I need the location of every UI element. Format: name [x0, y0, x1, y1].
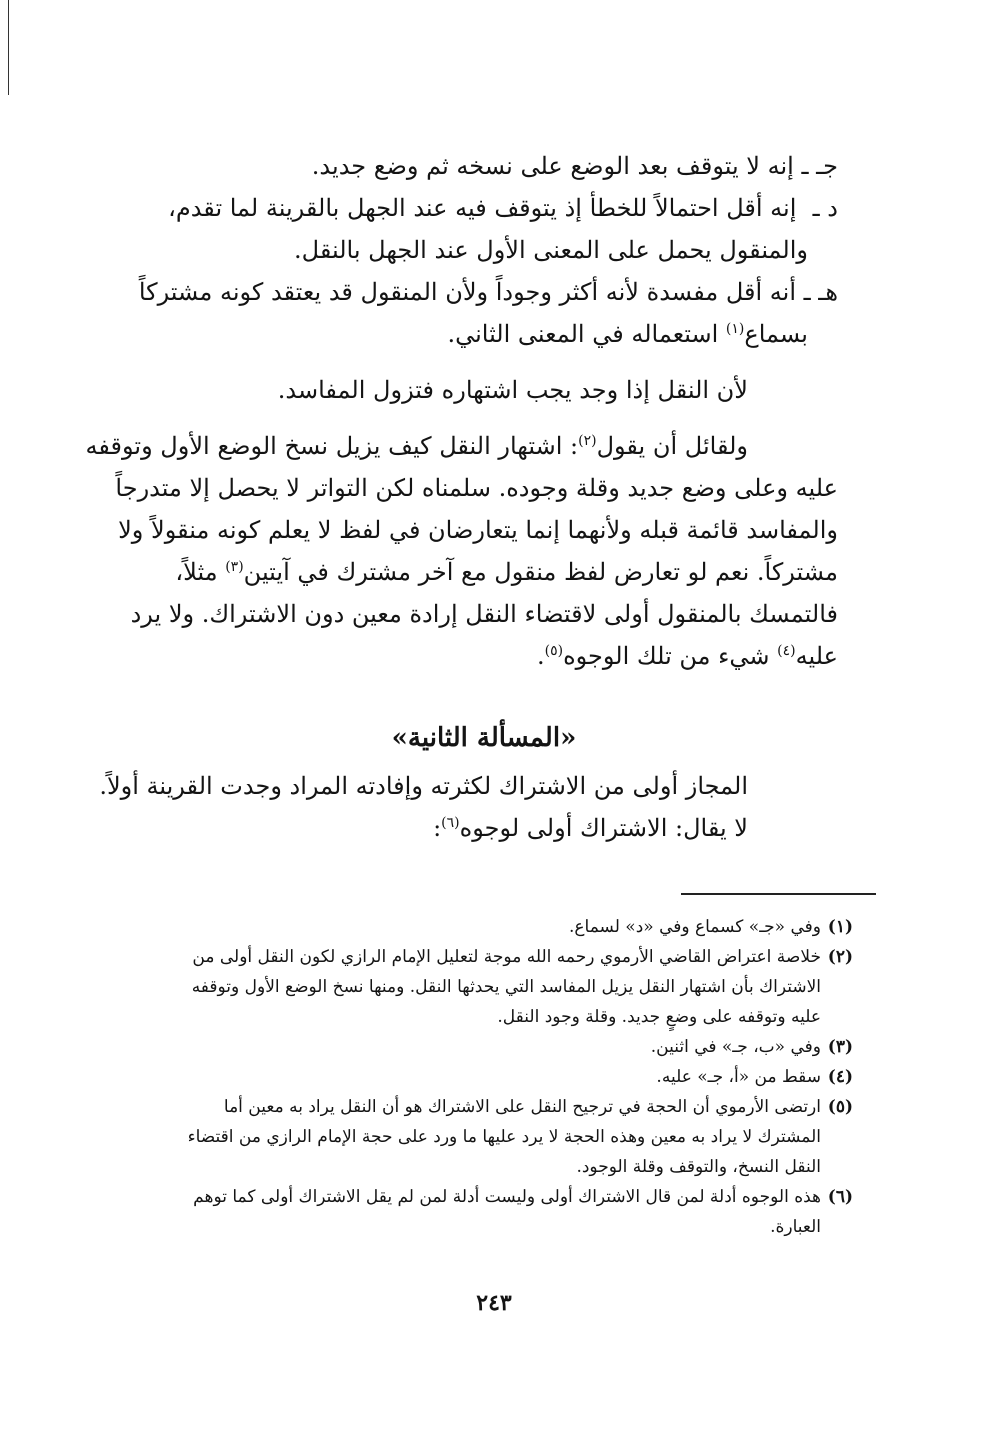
list-item-d — [130, 187, 838, 229]
footnote-number: (٥) — [827, 1097, 853, 1117]
footnote-text: الاشتراك بأن اشتهار النقل يزيل المفاسد التي يحدثها النقل. ومنها نسخ الوضع الأول وتوقفه — [191, 977, 821, 997]
footnote-text: خلاصة اعتراض القاضي الأرموي رحمه الله موجة لتعليل الإمام الرازي لكون النقل أولى من — [192, 947, 821, 967]
item-label-d: د ـ — [812, 194, 838, 222]
footnote-ref-5: (٥) — [544, 643, 564, 659]
text-span: : اشتهار النقل كيف يزيل نسخ الوضع الأول وتوقفه — [85, 432, 579, 460]
footnote-text: المشترك لا يراد به معين وهذه الحجة لا يرد عليها ما ورد على حجة الإمام الرازي من اقتضاء — [187, 1127, 821, 1147]
paragraph-2-line6 — [130, 635, 838, 677]
footnote-ref-2: (٢) — [578, 433, 597, 449]
footnote-ref-6: (٦) — [441, 815, 460, 831]
page-number: ٢٤٣ — [476, 1290, 512, 1316]
text-span: مثلاً، — [175, 558, 226, 586]
text-span: عليه — [795, 642, 838, 670]
footnote-text: عليه وتوقفه على وضعٍ جديد. وقلة وجود النقل. — [497, 1007, 821, 1027]
footnote-ref-1: (١) — [725, 321, 745, 337]
footnote-number: (١) — [827, 917, 853, 937]
item-label-h: هـ ـ — [803, 278, 838, 306]
paragraph-1: لأن النقل إذا وجد يجب اشتهاره فتزول المفاسد. — [277, 376, 748, 404]
paragraph-2-line2: عليه وعلى وضع جديد وقلة وجوده. سلمناه لكن التواتر لا يحصل إلا متدرجاً — [115, 474, 838, 502]
item-text-d-line1: إنه أقل احتمالاً للخطأ إذ يتوقف فيه عند الجهل بالقرينة لما تقدم، — [168, 194, 797, 222]
paragraph-2-line5: فالتمسك بالمنقول أولى لاقتضاء النقل إرادة معين دون الاشتراك. ولا يرد — [130, 600, 838, 628]
footnote-number: (٢) — [827, 947, 853, 967]
footnote-ref-4: (٤) — [777, 643, 796, 659]
footnote-separator — [681, 893, 876, 895]
main-text — [85, 145, 838, 849]
footnote-ref-3: (٣) — [225, 559, 244, 575]
footnote-2 — [130, 942, 853, 972]
text-span: شيء من تلك الوجوه — [563, 642, 778, 670]
section-title: «المسألة الثانية» — [391, 723, 577, 753]
footnote-number: (٦) — [827, 1187, 853, 1207]
footnote-6 — [130, 1182, 853, 1212]
page-edge-line — [8, 0, 9, 95]
list-item-j — [130, 145, 838, 187]
footnote-4 — [130, 1062, 853, 1092]
footnote-5 — [130, 1092, 853, 1122]
footnote-text: وفي «ب، جـ» في اثنين. — [650, 1037, 821, 1057]
item-text-h-line2 — [130, 313, 808, 355]
footnote-text: سقط من «أ، جـ» عليه. — [656, 1067, 821, 1087]
footnote-text: هذه الوجوه أدلة لمن قال الاشتراك أولى وليست أدلة لمن لم يقل الاشتراك أولى كما توهم — [193, 1187, 821, 1207]
text-span: : — [433, 814, 442, 842]
item-label-j: جـ ـ — [801, 152, 838, 180]
item-text-h-line1: أنه أقل مفسدة لأنه أكثر وجوداً ولأن المنقول قد يعتقد كونه مشتركاً — [138, 278, 796, 306]
footnote-text: العبارة. — [770, 1217, 821, 1237]
footnote-number: (٤) — [827, 1067, 853, 1087]
text-span: . — [536, 642, 545, 670]
footnote-text: ارتضى الأرموي أن الحجة في ترجيح النقل على الاشتراك هو أن النقل يراد به معين أما — [223, 1097, 821, 1117]
text-span: بسماع — [744, 320, 808, 348]
text-span: مشتركاً. نعم لو تعارض لفظ منقول مع آخر مشترك في آيتين — [243, 558, 838, 586]
footnote-number: (٣) — [827, 1037, 853, 1057]
footnote-1 — [130, 912, 853, 942]
footnotes — [130, 912, 853, 1242]
text-span: لا يقال: الاشتراك أولى لوجوه — [459, 814, 748, 842]
footnote-text: النقل النسخ، والتوقف وقلة الوجود. — [576, 1157, 821, 1177]
footnote-text: وفي «جـ» كسماع وفي «د» لسماع. — [568, 917, 821, 937]
text-span: ولقائل أن يقول — [596, 432, 748, 460]
paragraph-3: المجاز أولى من الاشتراك لكثرته وإفادته المراد وجدت القرينة أولاً. — [99, 772, 748, 800]
item-text-d-line2: والمنقول يحمل على المعنى الأول عند الجهل بالنقل. — [294, 236, 808, 264]
paragraph-2-line1 — [85, 425, 748, 467]
paragraph-2-line3: والمفاسد قائمة قبله ولأنهما إنما يتعارضان في لفظ لا يعلم كونه منقولاً ولا — [118, 516, 838, 544]
list-item-h — [130, 271, 838, 313]
item-text-j: إنه لا يتوقف بعد الوضع على نسخه ثم وضع جديد. — [311, 152, 794, 180]
footnote-3 — [130, 1032, 853, 1062]
paragraph-4 — [130, 807, 748, 849]
paragraph-2-line4 — [130, 551, 838, 593]
text-span: استعماله في المعنى الثاني. — [447, 320, 726, 348]
